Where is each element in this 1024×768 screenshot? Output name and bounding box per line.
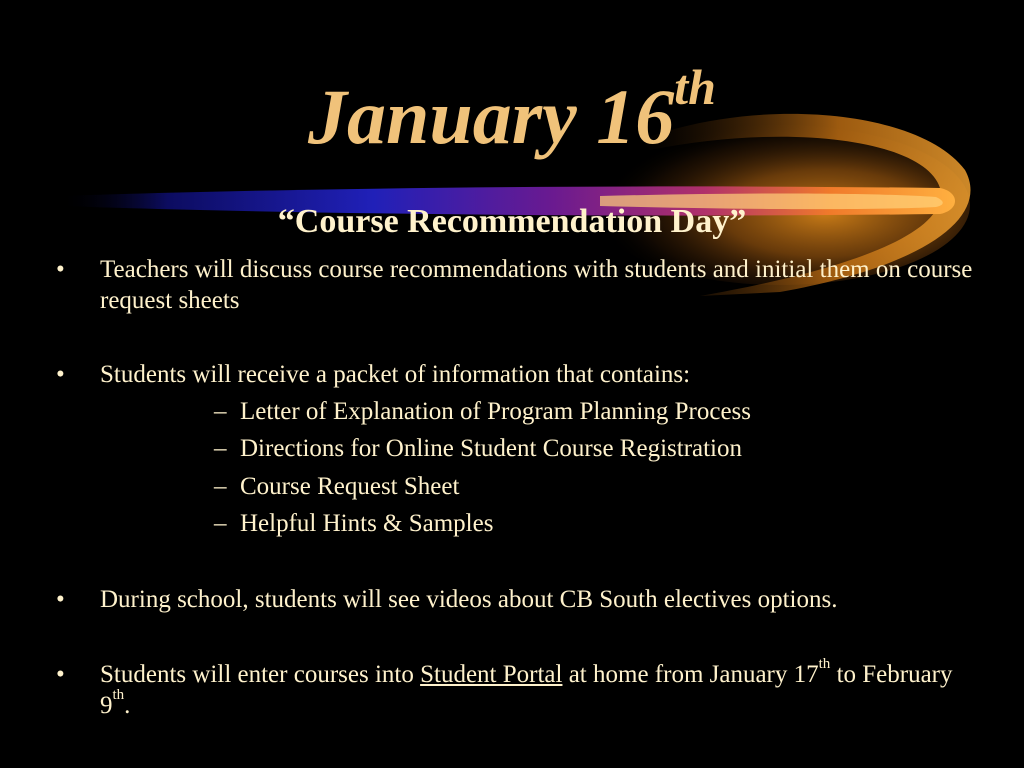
title-text: January 16 <box>308 73 675 160</box>
student-portal-link[interactable]: Student Portal <box>420 661 563 688</box>
sub-item-text: Helpful Hints & Samples <box>240 510 494 537</box>
bullet4-text-part3: to February 9 <box>100 661 953 719</box>
title-superscript: th <box>674 59 716 115</box>
date-superscript: th <box>112 687 125 703</box>
dash-marker: – <box>214 435 227 462</box>
bullet-text: During school, students will see videos about CB South electives options. <box>100 586 838 613</box>
bullet-text <box>100 656 985 721</box>
subtitle: “Course Recommendation Day” <box>277 203 747 240</box>
bullet-text: Students will receive a packet of information that contains: <box>100 361 691 388</box>
bullet-marker: • <box>56 661 65 688</box>
bullet4-text-part1: Students will enter courses into <box>100 661 421 688</box>
sub-item-text: Directions for Online Student Course Registration <box>240 435 743 462</box>
page-title <box>0 59 1024 162</box>
dash-marker: – <box>214 398 227 425</box>
dash-marker: – <box>214 510 227 537</box>
sub-item-text: Letter of Explanation of Program Planning Process <box>240 398 751 425</box>
bullet-marker: • <box>56 586 65 613</box>
bullet-text: Teachers will discuss course recommendations with students and initial them on course request sheets <box>100 256 973 314</box>
dash-marker: – <box>214 473 227 500</box>
bullet-marker: • <box>56 361 65 388</box>
bullet4-text-part4: . <box>124 692 131 719</box>
bullet4-text-part2: at home from January 17 <box>562 661 819 688</box>
date-superscript: th <box>818 656 831 672</box>
bullet-marker: • <box>56 256 65 283</box>
sub-item-text: Course Request Sheet <box>240 473 460 500</box>
